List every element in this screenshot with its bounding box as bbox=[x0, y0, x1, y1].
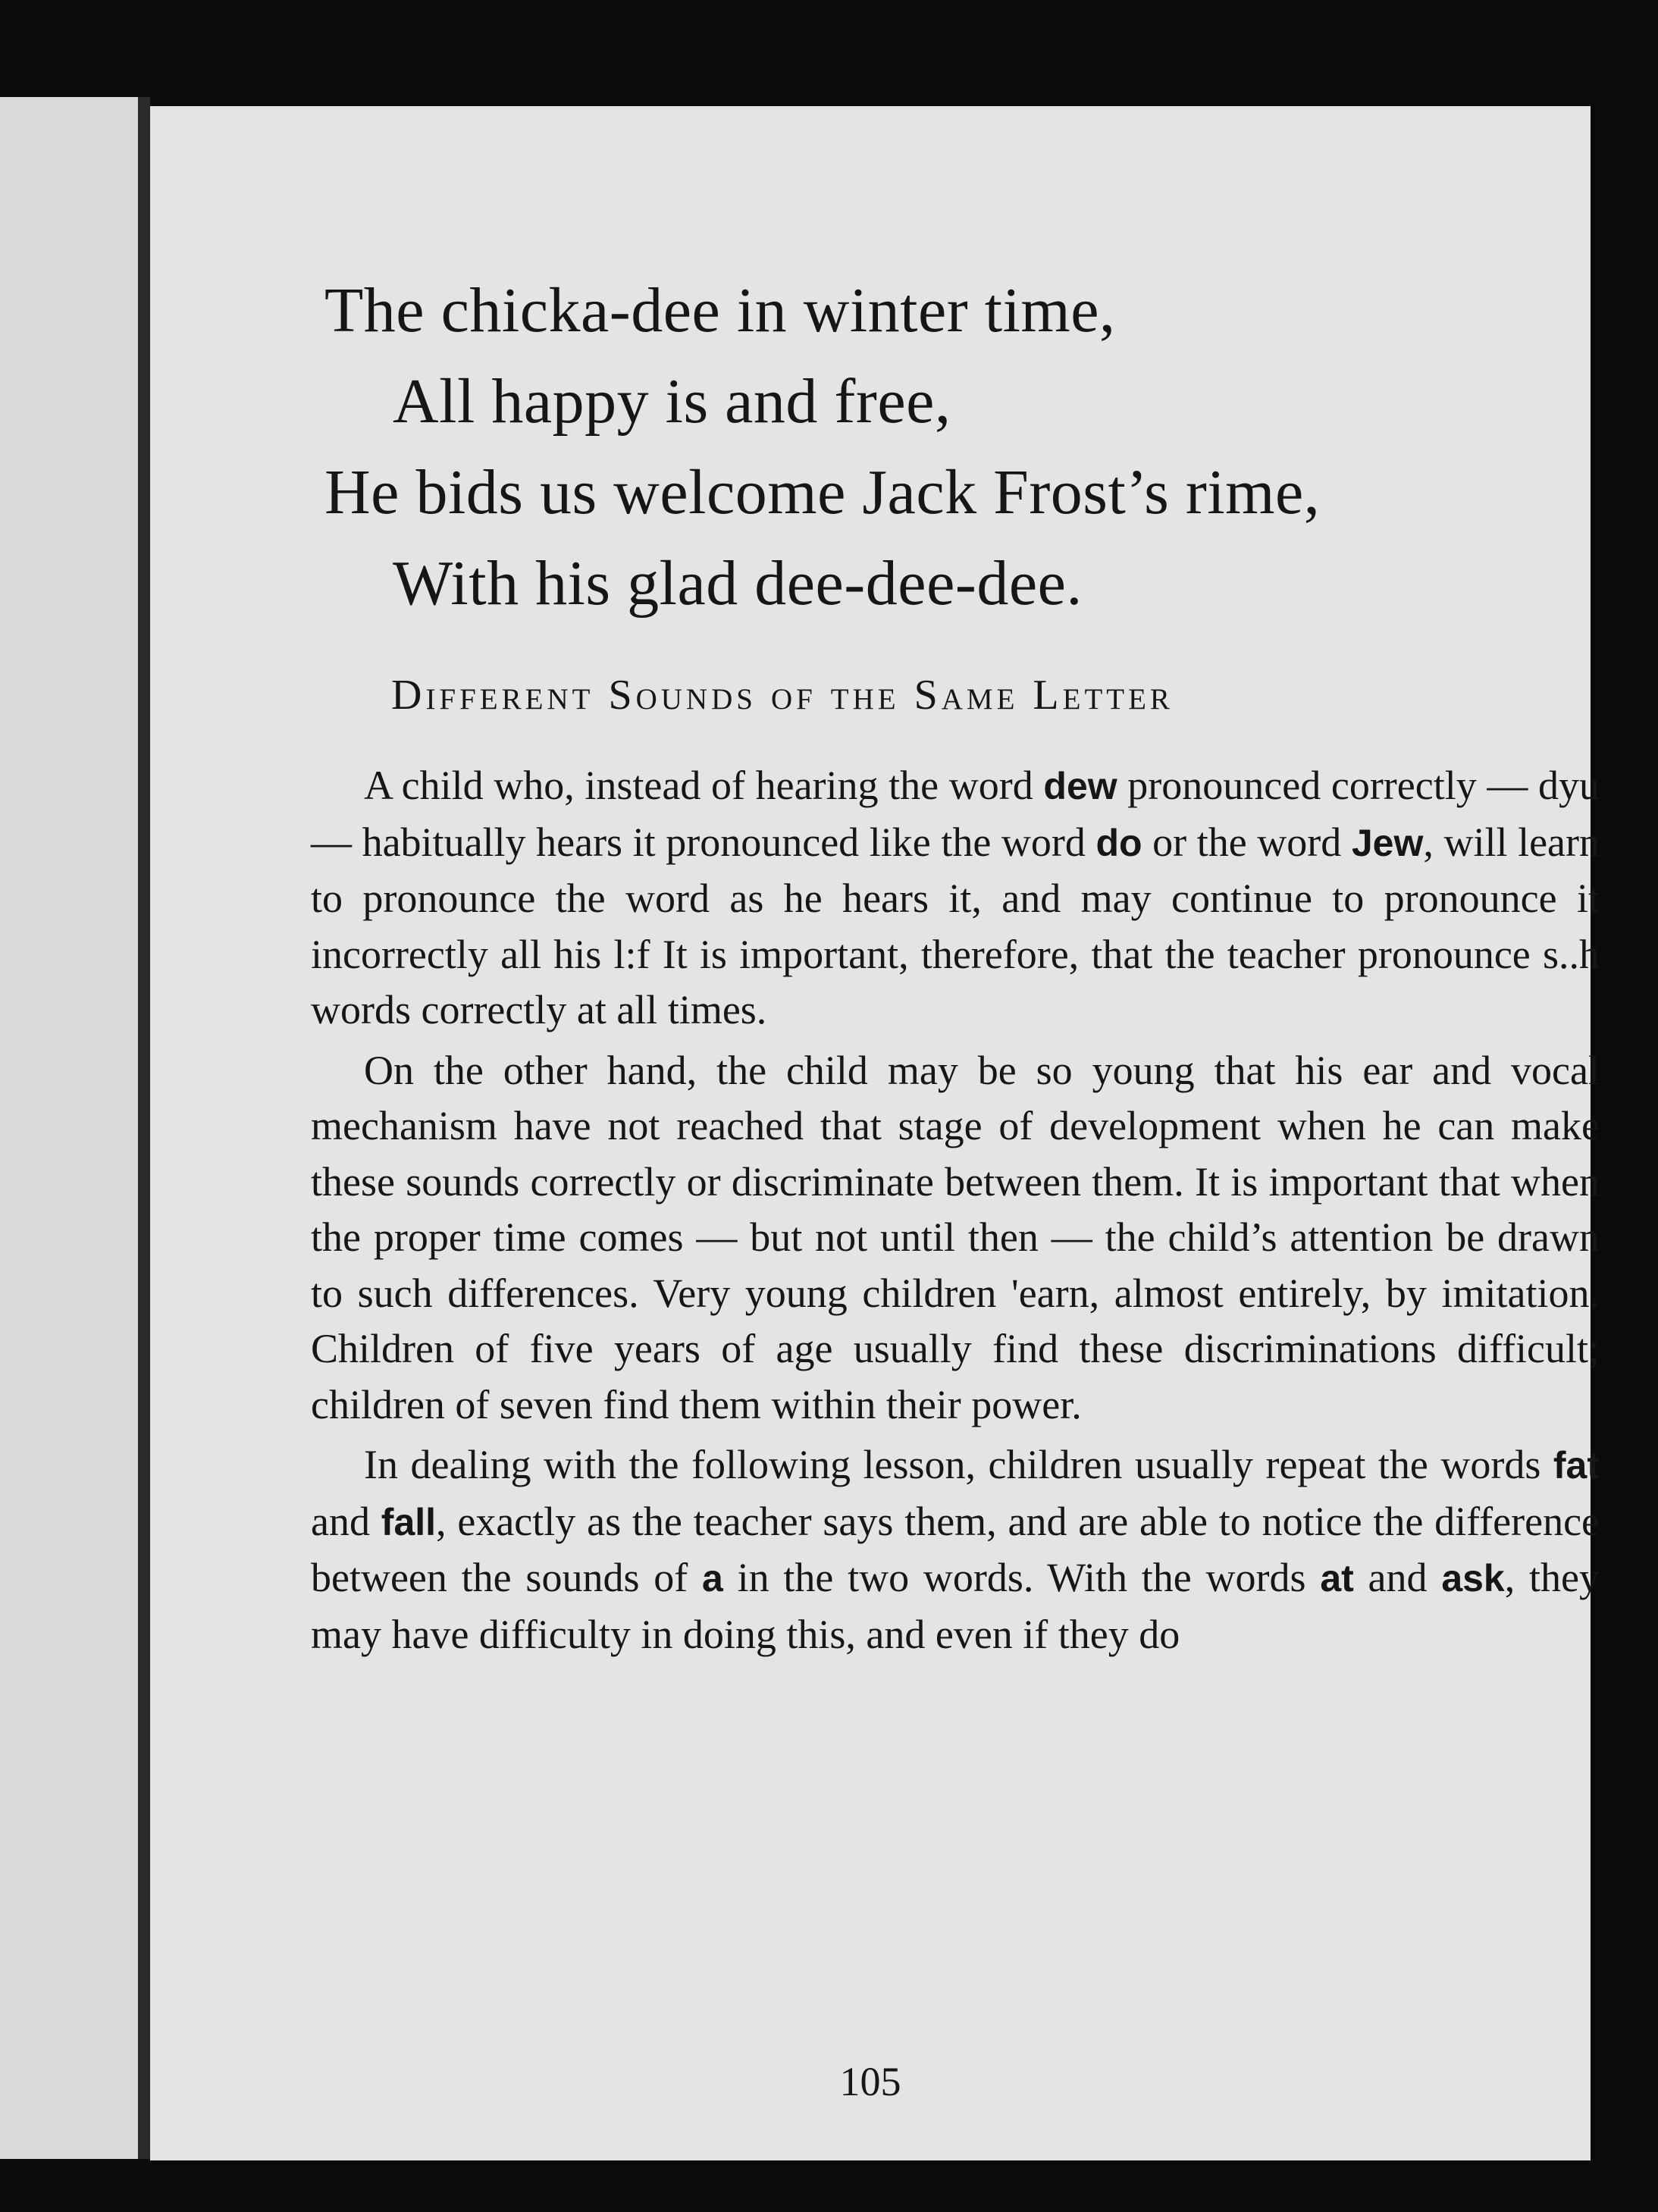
bold-word: fat bbox=[1553, 1444, 1600, 1487]
poem-line: The chicka-dee in winter time, bbox=[324, 275, 1116, 346]
body-text bbox=[311, 758, 1600, 1667]
page-number: 105 bbox=[839, 2059, 901, 2104]
text-run: , will learn to pronounce the word as he hears it, and may continue to pronounce it incorrectly all his l:f It is important, therefore, that the teacher pronounce s..h words correctly at all times. bbox=[311, 819, 1600, 1032]
book-binding bbox=[138, 97, 150, 2159]
paragraph bbox=[311, 758, 1600, 1039]
section-heading: Different Sounds of the Same Letter bbox=[391, 672, 1174, 719]
text-run: A child who, instead of hearing the word bbox=[364, 763, 1044, 808]
paragraph: On the other hand, the child may be so young that his ear and vocal mechanism have not reached that stage of development when he can make these sounds correctly or discriminate between them. It is important that when the proper time comes — but not until then — the child’s attention be drawn to such differences. Very young children 'earn, almost entirely, by imitation. Children of five years of age usually find these discriminations difficult; children of seven find them within their power. bbox=[311, 1047, 1600, 1427]
poem-stanza bbox=[324, 265, 1320, 629]
poem-line: With his glad dee-dee-dee. bbox=[393, 548, 1083, 619]
text-run: In dealing with the following lesson, children usually repeat the words bbox=[364, 1442, 1553, 1487]
bold-word: ask bbox=[1441, 1557, 1505, 1599]
poem-line: All happy is and free, bbox=[393, 366, 951, 437]
poem-line: He bids us welcome Jack Frost’s rime, bbox=[324, 457, 1321, 528]
bold-word: do bbox=[1095, 821, 1142, 864]
bold-word: at bbox=[1320, 1557, 1354, 1599]
text-run: and bbox=[311, 1498, 381, 1544]
text-run: pronounced correctly — dyu — habitually hears it pronounced like the word bbox=[311, 763, 1600, 865]
text-run: in the two words. With the words bbox=[722, 1555, 1321, 1600]
bold-word: a bbox=[702, 1557, 723, 1599]
bold-word: Jew bbox=[1351, 821, 1424, 864]
book-page bbox=[150, 106, 1600, 2160]
scan-border bbox=[1591, 106, 1658, 2212]
paragraph bbox=[311, 1437, 1600, 1662]
bold-word: fall bbox=[381, 1500, 437, 1543]
text-run: and bbox=[1353, 1555, 1442, 1600]
text-run: or the word bbox=[1142, 819, 1352, 865]
facing-page-edge bbox=[0, 97, 144, 2159]
text-run: , exactly as the teacher says them, and are able to notice the difference between the sounds of bbox=[311, 1498, 1600, 1600]
bold-word: dew bbox=[1043, 765, 1117, 807]
text-run: , they may have difficulty in doing this, and even if they do bbox=[311, 1555, 1600, 1657]
